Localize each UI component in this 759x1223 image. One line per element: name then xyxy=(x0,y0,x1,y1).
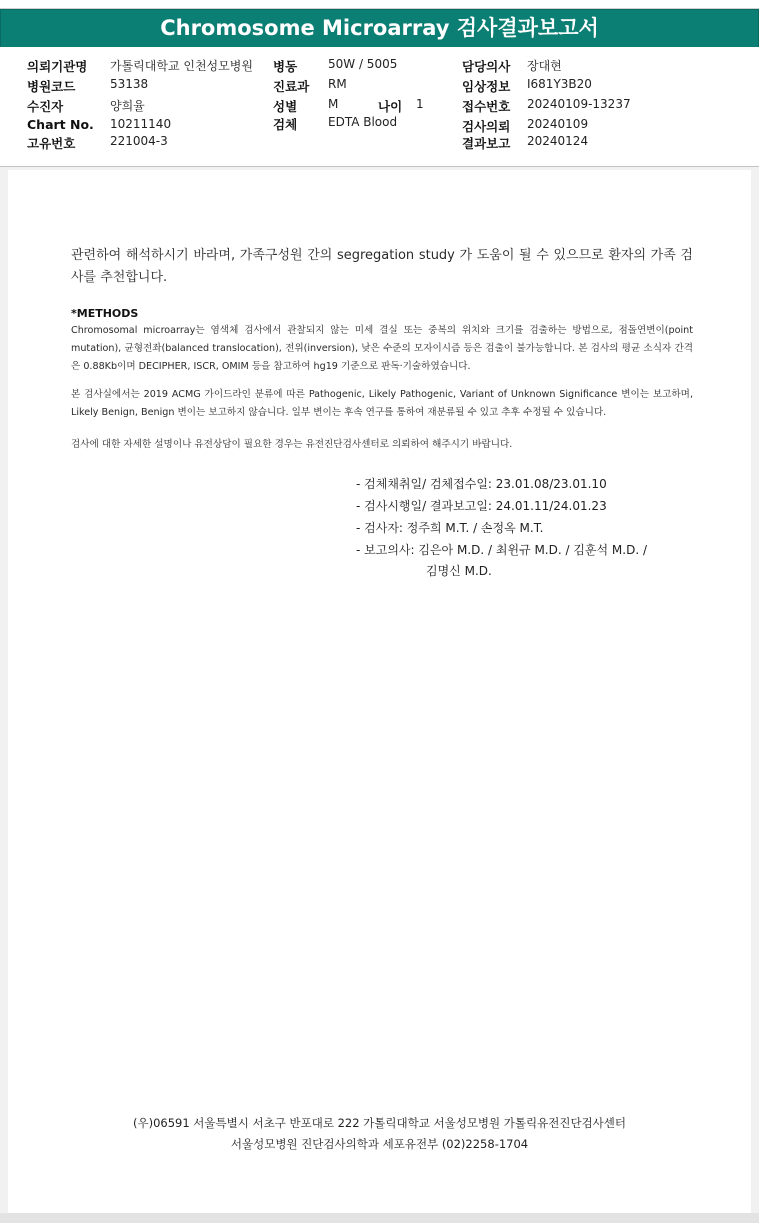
field-label: 임상정보 xyxy=(462,79,511,94)
report-page xyxy=(8,170,751,1213)
info-row-ward xyxy=(273,57,297,75)
info-row-unique-id xyxy=(27,134,75,152)
top-border xyxy=(0,0,759,9)
info-row-specimen xyxy=(273,115,297,133)
age-value: 1 xyxy=(416,97,424,111)
field-label: Chart No. xyxy=(27,117,94,132)
footer-department: 서울성모병원 진단검사의학과 세포유전부 (02)2258-1704 xyxy=(230,1137,529,1151)
test-dates-line: - 검사시행일/ 결과보고일: 24.01.11/24.01.23 xyxy=(356,499,607,513)
info-row-department xyxy=(273,77,309,95)
physician-value: 장대현 xyxy=(527,59,562,73)
clinical-info-value: I681Y3B20 xyxy=(527,77,592,91)
chart-no-value: 10211140 xyxy=(110,117,172,131)
field-label: 검사의뢰 xyxy=(462,119,511,134)
field-label: 접수번호 xyxy=(462,99,511,114)
field-label: 고유번호 xyxy=(27,136,76,151)
technologists-line: - 검사자: 정주희 M.T. / 손정옥 M.T. xyxy=(356,521,544,535)
field-label: 나이 xyxy=(378,99,403,114)
info-row-physician xyxy=(462,57,510,75)
reporting-physicians-line: - 보고의사: 김은아 M.D. / 최윈규 M.D. / 김훈석 M.D. / xyxy=(356,543,648,557)
patient-name-value: 양희율 xyxy=(110,99,145,113)
specimen-value: EDTA Blood xyxy=(328,115,398,129)
field-label: 병동 xyxy=(273,59,298,74)
unique-id-value: 221004-3 xyxy=(110,134,168,148)
info-row-request-date xyxy=(462,117,510,135)
institution-value: 가톨릭대학교 인천성모병원 xyxy=(110,59,253,73)
field-label: 검체 xyxy=(273,117,298,132)
field-label: 담당의사 xyxy=(462,59,511,74)
hospital-code-value: 53138 xyxy=(110,77,149,91)
info-row-chart-no xyxy=(27,117,94,132)
info-row-hospital-code xyxy=(27,77,75,95)
methods-paragraph-3: 검사에 대한 자세한 설명이나 유전상담이 필요한 경우는 유전진단검사센터로 의뢰하여 해주시기 바랍니다. xyxy=(71,439,513,450)
bottom-bar xyxy=(0,1213,759,1223)
ward-value: 50W / 5005 xyxy=(328,57,398,71)
info-row-institution xyxy=(27,57,87,75)
department-value: RM xyxy=(328,77,347,91)
specimen-dates-line: - 검체채취일/ 검체접수일: 23.01.08/23.01.10 xyxy=(356,477,607,491)
field-label: 병원코드 xyxy=(27,79,76,94)
info-row-sex xyxy=(273,97,297,115)
info-row-patient xyxy=(27,97,63,115)
field-label: 수진자 xyxy=(27,99,64,114)
patient-info-header xyxy=(0,47,759,167)
field-label: 의뢰기관명 xyxy=(27,59,88,74)
field-label: 결과보고 xyxy=(462,136,511,151)
methods-heading: *METHODS xyxy=(71,307,139,320)
interpretation-paragraph: 관련하여 해석하시기 바라며, 가족구성원 간의 segregation study 가 도움이 될 수 있으므로 환자의 가족 검사를 추천합니다. xyxy=(71,248,693,285)
methods-paragraph-2: 본 검사실에서는 2019 ACMG 가이드라인 분류에 따른 Pathogenic, Likely Pathogenic, Variant of Unknown Significance 변이는 보고하며, Likely Benign, Benign 변이는 보고하지 않습니다. 일부 변이는 후속 연구를 통하여 재분류될 수 있고 추후 수정될 수 있습니다. xyxy=(71,389,693,418)
accession-no-value: 20240109-13237 xyxy=(527,97,631,111)
field-label: 성별 xyxy=(273,99,298,114)
request-date-value: 20240109 xyxy=(527,117,589,131)
report-date-value: 20240124 xyxy=(527,134,589,148)
methods-paragraph-1: Chromosomal microarray는 염색체 검사에서 관찰되지 않는 미세 결실 또는 중복의 위치와 크기를 검출하는 방법으로, 점돌연변이(point mutation), 균형전좌(balanced translocation), 전위(inversion), 낮은 수준의 모자이시즘 등은 검출이 불가능합니다. 본 검사의 평균 소식자 간격은 0.88Kb이며 DECIPHER, ISCR, OMIM 등을 참고하여 hg19 기준으로 판독·기술하였습니다. xyxy=(71,325,693,372)
footer-address: (우)06591 서울특별시 서초구 반포대로 222 가톨릭대학교 서울성모병원 가톨릭유전진단검사센터 xyxy=(132,1116,626,1130)
info-row-age xyxy=(378,97,402,115)
report-title: Chromosome Microarray 검사결과보고서 xyxy=(0,9,759,48)
field-label: 진료과 xyxy=(273,79,310,94)
info-row-clinical-info xyxy=(462,77,510,95)
sex-value: M xyxy=(328,97,339,111)
info-row-report-date xyxy=(462,134,510,152)
info-row-accession-no xyxy=(462,97,510,115)
reporting-physicians-line-2: 김명신 M.D. xyxy=(426,564,492,578)
